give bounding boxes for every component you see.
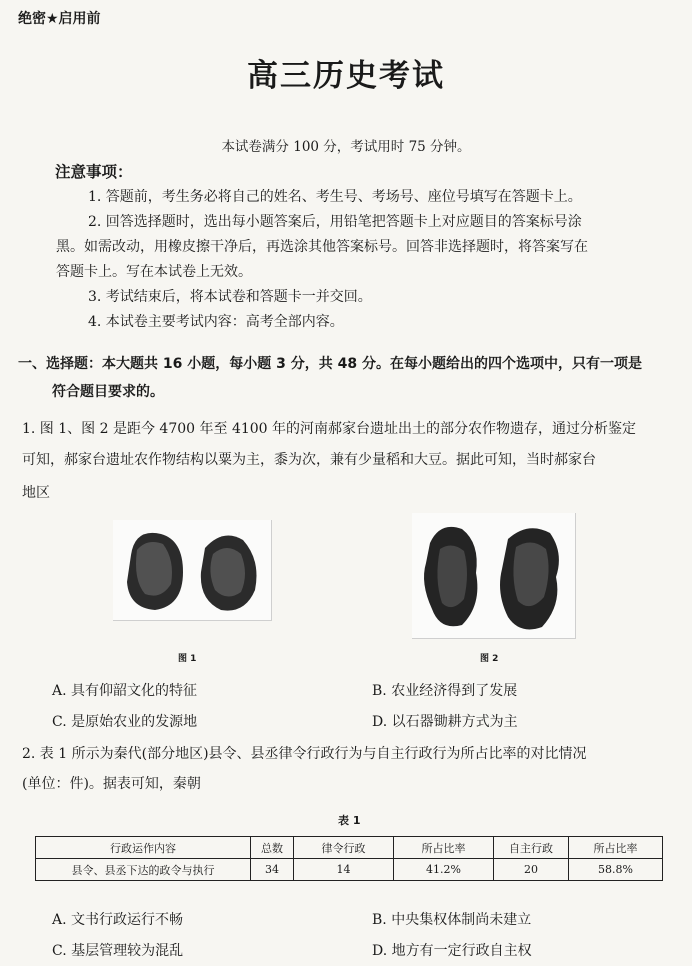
table-1-caption: 表 1 — [338, 814, 361, 827]
q1-option-c[interactable]: C. 是原始农业的发源地 — [52, 714, 198, 730]
table-1 — [35, 836, 663, 881]
table-header: 律令行政 — [294, 837, 394, 859]
table-cell: 34 — [251, 859, 294, 881]
q1-stem-line-1: 1. 图 1、图 2 是距今 4700 年至 4100 年的河南郝家台遗址出土的部分农作物遗存，通过分析鉴定 — [22, 421, 637, 437]
exam-title: 高三历史考试 — [247, 58, 445, 94]
q2-stem-line-1: 2. 表 1 所示为秦代(部分地区)县令、县丞律令行政行为与自主行政行为所占比率的对比情况 — [22, 746, 587, 762]
q1-stem-line-2: 可知，郝家台遗址农作物结构以粟为主，黍为次，兼有少量稻和大豆。据此可知，当时郝家台 — [22, 452, 596, 468]
table-header: 所占比率 — [394, 837, 494, 859]
notice-heading: 注意事项： — [55, 163, 133, 181]
notice-line-1: 1. 答题前，考生务必将自己的姓名、考生号、考场号、座位号填写在答题卡上。 — [88, 189, 582, 205]
q1-stem-line-3: 地区 — [22, 485, 50, 501]
q2-option-a[interactable]: A. 文书行政运行不畅 — [52, 912, 184, 928]
notice-line-2: 2. 回答选择题时，选出每小题答案后，用铅笔把答题卡上对应题目的答案标号涂 — [88, 214, 582, 230]
notice-line-5: 3. 考试结束后，将本试卷和答题卡一并交回。 — [88, 289, 372, 305]
q1-option-a[interactable]: A. 具有仰韶文化的特征 — [52, 683, 198, 699]
table-cell: 14 — [294, 859, 394, 881]
q1-option-d[interactable]: D. 以石器锄耕方式为主 — [372, 714, 518, 730]
notice-line-4: 答题卡上。写在本试卷上无效。 — [56, 264, 252, 280]
crop-remains-fig2 — [412, 513, 575, 638]
table-cell: 58.8% — [569, 859, 663, 881]
q2-option-d[interactable]: D. 地方有一定行政自主权 — [372, 943, 532, 959]
q2-stem-line-2: (单位：件)。据表可知，秦朝 — [22, 776, 201, 792]
q2-option-c[interactable]: C. 基层管理较为混乱 — [52, 943, 184, 959]
figure-2-caption: 图 2 — [480, 654, 499, 664]
table-header: 行政运作内容 — [36, 837, 251, 859]
table-header: 自主行政 — [494, 837, 569, 859]
section1-instruction: 一、选择题：本大题共 16 小题，每小题 3 分，共 48 分。在每小题给出的四个选项中，只有一项是 — [18, 356, 642, 372]
table-row — [36, 859, 663, 881]
figure-1-image — [113, 520, 272, 621]
section1-instruction-cont: 符合题目要求的。 — [52, 384, 164, 400]
table-header-row — [36, 837, 663, 859]
score-time-line: 本试卷满分 100 分，考试用时 75 分钟。 — [221, 139, 471, 155]
figure-1-caption: 图 1 — [178, 654, 197, 664]
q1-option-b[interactable]: B. 农业经济得到了发展 — [372, 683, 518, 699]
crop-remains-fig1 — [113, 520, 271, 620]
confidential-label: 绝密★启用前 — [18, 11, 101, 27]
table-cell: 41.2% — [394, 859, 494, 881]
table-cell: 20 — [494, 859, 569, 881]
table-cell: 县令、县丞下达的政令与执行 — [36, 859, 251, 881]
table-header: 所占比率 — [569, 837, 663, 859]
notice-line-3: 黑。如需改动，用橡皮擦干净后，再选涂其他答案标号。回答非选择题时，将答案写在 — [56, 239, 588, 255]
notice-line-6: 4. 本试卷主要考试内容：高考全部内容。 — [88, 314, 344, 330]
q2-option-b[interactable]: B. 中央集权体制尚未建立 — [372, 912, 532, 928]
figure-2-image — [412, 513, 576, 639]
table-header: 总数 — [251, 837, 294, 859]
